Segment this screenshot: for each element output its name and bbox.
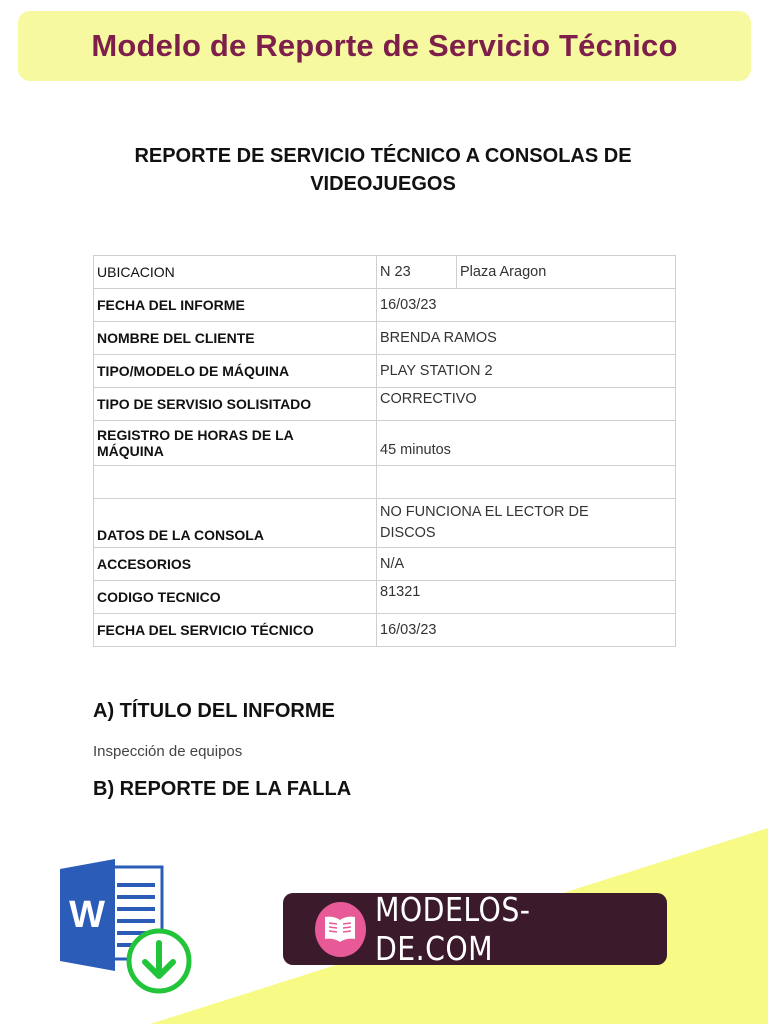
table-label-line: MÁQUINA <box>97 443 164 459</box>
report-table <box>93 255 676 647</box>
open-book-icon <box>315 902 366 957</box>
page-title: Modelo de Reporte de Servicio Técnico <box>91 28 678 63</box>
brand-banner[interactable] <box>283 890 667 968</box>
table-label: FECHA DEL INFORME <box>94 289 377 322</box>
table-row <box>94 421 676 466</box>
table-value: 16/03/23 <box>377 614 676 647</box>
section-a-heading: A) TÍTULO DEL INFORME <box>93 700 335 722</box>
table-value: CORRECTIVO <box>377 388 676 421</box>
document-title-line-1: REPORTE DE SERVICIO TÉCNICO A CONSOLAS DE <box>134 145 632 167</box>
table-label: FECHA DEL SERVICIO TÉCNICO <box>94 614 377 647</box>
table-label: ACCESORIOS <box>94 548 377 581</box>
table-row <box>94 322 676 355</box>
table-row <box>94 256 676 289</box>
table-label: DATOS DE LA CONSOLA <box>94 499 377 548</box>
table-value-line: DISCOS <box>380 525 436 541</box>
table-row-empty <box>94 466 676 499</box>
document-title <box>100 142 666 198</box>
table-value: 16/03/23 <box>377 289 676 322</box>
section-b-heading: B) REPORTE DE LA FALLA <box>93 778 352 800</box>
table-row <box>94 581 676 614</box>
table-value: PLAY STATION 2 <box>377 355 676 388</box>
table-cell-empty <box>377 466 676 499</box>
table-value: N/A <box>377 548 676 581</box>
table-label: CODIGO TECNICO <box>94 581 377 614</box>
table-value: BRENDA RAMOS <box>377 322 676 355</box>
brand-text: MODELOS-DE.COM <box>374 890 531 968</box>
table-cell-empty <box>94 466 377 499</box>
document-title-line-2: VIDEOJUEGOS <box>310 173 456 195</box>
table-label <box>94 421 377 466</box>
table-label: NOMBRE DEL CLIENTE <box>94 322 377 355</box>
table-value-line: NO FUNCIONA EL LECTOR DE <box>380 504 589 520</box>
table-row <box>94 289 676 322</box>
table-value: N 23 <box>377 256 457 289</box>
svg-text:W: W <box>69 894 105 936</box>
section-a-text: Inspección de equipos <box>93 743 243 760</box>
table-row <box>94 499 676 548</box>
table-row <box>94 355 676 388</box>
table-label: TIPO/MODELO DE MÁQUINA <box>94 355 377 388</box>
table-value: 45 minutos <box>377 421 676 466</box>
table-row <box>94 614 676 647</box>
word-document-download-icon[interactable] <box>55 855 195 1000</box>
table-row <box>94 388 676 421</box>
table-value: Plaza Aragon <box>457 256 676 289</box>
table-label-line: REGISTRO DE HORAS DE LA <box>97 427 294 443</box>
table-label: UBICACION <box>94 256 377 289</box>
table-value <box>377 499 676 548</box>
table-value: 81321 <box>377 581 676 614</box>
table-label: TIPO DE SERVISIO SOLISITADO <box>94 388 377 421</box>
table-row <box>94 548 676 581</box>
header-banner <box>18 11 751 81</box>
